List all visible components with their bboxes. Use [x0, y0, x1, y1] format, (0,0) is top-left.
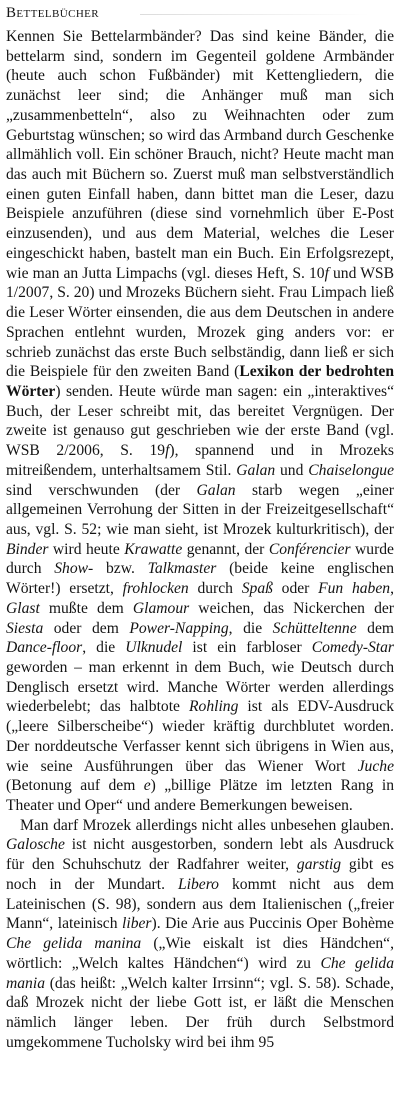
text-run: bzw.: [93, 560, 148, 578]
text-run: gibt es noch in der Mundart.: [6, 856, 394, 893]
italic-term: Binder: [6, 540, 49, 558]
italic-term: f: [324, 264, 329, 282]
italic-term: Conférencier: [268, 540, 351, 558]
text-run: starb wegen „einer allgemeinen Verrohung der Sitten in der Freizeitgesellschaft“ aus, vgl. S. 52; wie man sieht, ist Mrozek kulturkritisch), der: [6, 481, 394, 538]
text-run: Kennen Sie Bettelarmbänder? Das sind keine Bänder, die bettelarm sind, sondern im Gegenteil goldene Armbänder (heute auch schon Fußbänder) mit Kettengliedern, die zunächst leer sind; die Anhänger muß man sich „zusammenbetteln“, also zu Weihnachten oder zum Geburtstag wünschen; so wird das Armband durch Geschenke allmählich voll. Ein schöner Brauch, nicht? Heute macht man das auch mit Büchern so. Zuerst muß man selbstverständlich einen guten Einfall haben, dann bittet man die Leser, dazu Beispiele anzuführen (diese sind vornehmlich über E-Post einzusenden), und aus dem Material, welches die Leser eingeschickt haben, bastelt man ein Buch. Ein Erfolgsrezept, wie man an Jutta Limpachs (vgl. dieses Heft, S. 10: [6, 28, 394, 282]
italic-term: f: [165, 442, 170, 460]
italic-term: Fun haben: [318, 580, 391, 598]
italic-term: Schütteltenne: [272, 619, 357, 637]
italic-term: Comedy-Star: [311, 639, 395, 657]
italic-term: e: [143, 777, 151, 795]
text-run: (beide keine englischen Wörter!) ersetzt,: [6, 560, 394, 598]
text-run: ), spannend und in Mrozeks mitreißendem, unterhaltsamem Stil.: [6, 442, 394, 479]
text-run: sind verschwunden (der: [6, 481, 197, 499]
italic-term: Chaiselongue: [308, 461, 395, 479]
italic-term: Galosche: [6, 836, 65, 854]
text-run: oder dem: [43, 619, 130, 637]
text-run: und: [275, 461, 309, 479]
italic-term: Talkmaster: [147, 560, 217, 578]
text-run: (das heißt: „Welch kalter Irrsinn“; vgl. S. 58). Schade, daß Mrozek nicht der liebe Gott ist, er läßt die Menschen nämlich länger leben. Der früh durch Selbstmord umgekommene Tucholsky wird bei ihm 95: [6, 974, 394, 1051]
text-run: ist nicht ausgestorben, sondern lebt als Ausdruck für den Schuhschutz der Radfahrer weiter,: [6, 836, 394, 874]
text-run: wird heute: [48, 540, 125, 558]
italic-term: Galan: [196, 481, 236, 499]
italic-term: frohlocken: [122, 580, 189, 598]
text-run: und WSB 1/2007, S. 20) und Mrozeks Büchern sieht. Frau Limpach ließ die Leser Wörter einsenden, die aus dem Deutschen in andere Sprachen entlehnt wurden, Mrozek ging anders vor: er schrieb zunächst das erste Buch selbständig, dann ließ er sich die Beispiele für den zweiten Band (: [6, 264, 394, 381]
text-run: Man darf Mrozek allerdings nicht alles unbesehen glauben.: [20, 816, 394, 834]
italic-term: Juche: [357, 757, 394, 775]
italic-term: garstig: [296, 856, 342, 874]
italic-term: Siesta: [6, 619, 44, 637]
italic-term: Show-: [54, 560, 94, 578]
text-run: mußte dem: [39, 599, 133, 617]
text-run: dem: [356, 619, 394, 637]
text-run: ist ein farbloser: [182, 639, 312, 657]
text-run: weichen, das Nickerchen der: [189, 599, 394, 617]
article-heading: Bettelbücher: [6, 4, 394, 22]
text-run: durch: [188, 580, 242, 598]
text-run: ist als EDV-Ausdruck („leere Silberscheibe“) wieder kräftig durchblutet worden. Der norddeutsche Verfasser kennt sich übrigens in Wien aus, wie seine Ausführungen über das Wiener Wort: [6, 698, 394, 775]
italic-term: Krawatte: [124, 540, 183, 558]
text-run: , die: [228, 619, 273, 637]
paragraph: [6, 27, 394, 816]
bold-title: Lexikon der bedrohten Wörter: [6, 363, 394, 400]
italic-term: Che gelida mania: [6, 954, 394, 992]
italic-term: Spaß: [241, 580, 273, 598]
text-run: ). Die Arie aus Puccinis Oper Bohème: [151, 915, 394, 933]
text-run: (Betonung auf dem: [6, 777, 144, 795]
italic-term: Che gelida manina: [6, 935, 142, 953]
italic-term: Power-Napping: [129, 619, 229, 637]
italic-term: liber: [122, 915, 152, 933]
italic-term: Glamour: [132, 599, 190, 617]
text-run: ) senden. Heute würde man sagen: ein „interaktives“ Buch, der Leser schreibt mit, das bereitet Vergnügen. Der zweite ist genauso gut geschrieben wie der erste Band (vgl. WSB 2/2006, S. 19: [6, 382, 394, 460]
text-run: ,: [390, 580, 394, 598]
text-run: kommt nicht aus dem Lateinischen (S. 98), sondern aus dem Italienischen („freier Mann“, lateinisch: [6, 875, 394, 933]
text-run: („Wie eiskalt ist dies Händchen“, wörtlich: „Welch kaltes Händchen“) wird zu: [6, 935, 394, 972]
italic-term: Libero: [177, 875, 219, 893]
text-run: oder: [272, 580, 319, 598]
text-run: genannt, der: [182, 540, 269, 558]
italic-term: Glast: [6, 599, 40, 617]
text-run: , die: [82, 639, 126, 657]
article-body: [6, 27, 394, 1052]
italic-term: Dance-floor: [6, 639, 83, 657]
italic-term: Galan: [236, 461, 276, 479]
text-run: ) „billige Plätze im letzten Rang in Theater und Oper“ und andere Bemerkungen beweisen.: [6, 777, 394, 815]
text-run: geworden – man erkennt in dem Buch, wie Deutsch durch Denglisch ersetzt wird. Manche Wörter werden allerdings wiederbelebt; das halbtote: [6, 659, 394, 716]
italic-term: Ulknudel: [125, 639, 183, 657]
text-run: wurde durch: [6, 540, 394, 578]
italic-term: Rohling: [189, 698, 239, 716]
paragraph: [6, 816, 394, 1053]
